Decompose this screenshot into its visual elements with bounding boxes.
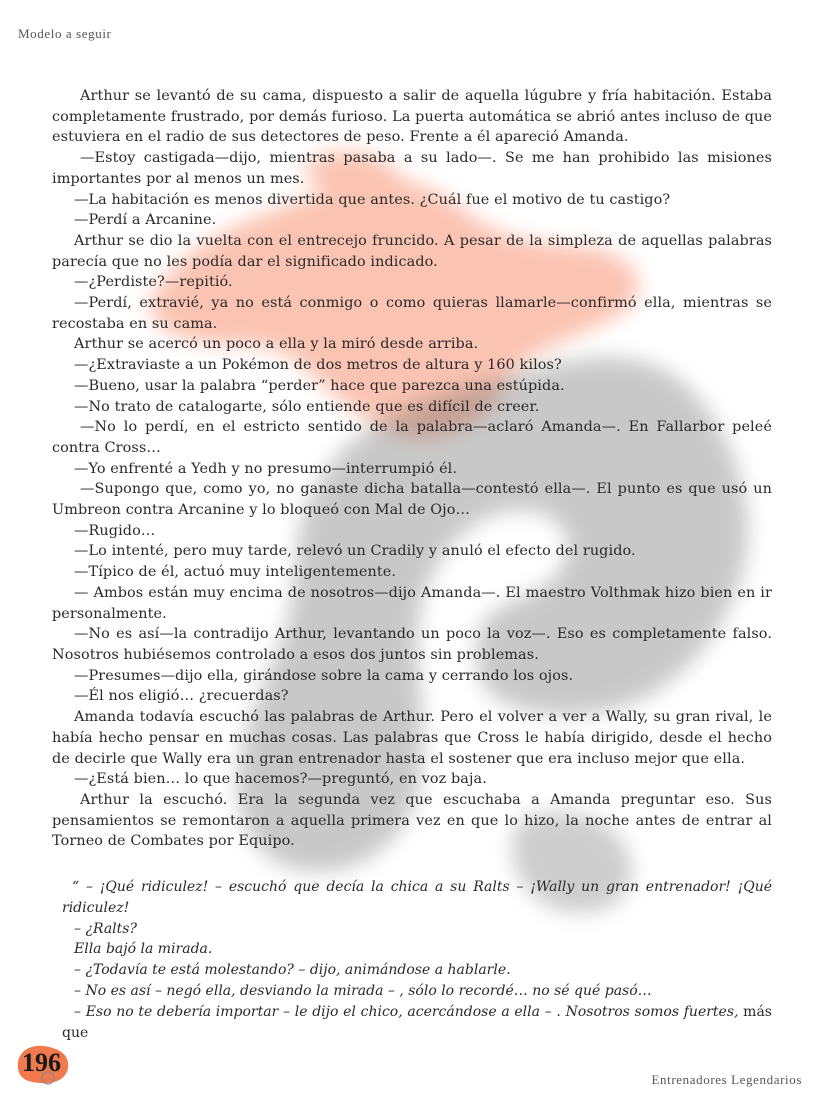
paragraph: —Presumes—dijo ella, girándose sobre la cama y cerrando los ojos. — [74, 667, 574, 684]
paragraph: —Lo intenté, pero muy tarde, relevó un Cradily y anuló el efecto del rugido. — [74, 543, 636, 560]
flashback-line: “ – ¡Qué ridiculez! – escuchó que decía la chica a su Ralts – ¡Wally un gran entrenador! ¡Qué ridiculez! — [62, 879, 772, 916]
flashback-line-last — [62, 1002, 772, 1044]
paragraph: —Rugido… — [74, 522, 156, 539]
flashback-line: – No es así – negó ella, desviando la mirada – , sólo lo recordé… no sé qué pasó… — [74, 982, 652, 999]
paragraph: Arthur la escuchó. Era la segunda vez que escuchaba a Amanda preguntar eso. Sus pensamientos se remontaron a aquella primera vez en que lo hizo, la noche antes de entrar al Torneo de Combates por Equipo. — [52, 791, 772, 850]
paragraph: —No es así—la contradijo Arthur, levantando un poco la voz—. Eso es completamente falso. Nosotros hubiésemos controlado a esos dos juntos sin problemas. — [52, 626, 772, 663]
paragraph: —Perdí a Arcanine. — [74, 212, 217, 229]
paragraph: —Yo enfrenté a Yedh y no presumo—interrumpió él. — [74, 460, 458, 477]
chapter-body — [52, 86, 772, 852]
paragraph: —La habitación es menos divertida que antes. ¿Cuál fue el motivo de tu castigo? — [74, 191, 671, 208]
paragraph: —No trato de catalogarte, sólo entiende que es difícil de creer. — [74, 398, 540, 415]
page-number: 196 — [22, 1048, 61, 1077]
paragraph: —No lo perdí, en el estricto sentido de la palabra—aclaró Amanda—. En Fallarbor peleé contra Cross… — [52, 419, 772, 456]
paragraph: —Supongo que, como yo, no ganaste dicha batalla—contestó ella—. El punto es que usó un Umbreon contra Arcanine y lo bloqueó con Mal de Ojo… — [52, 481, 772, 519]
paragraph: Arthur se levantó de su cama, dispuesto a salir de aquella lúgubre y fría habitación. Estaba completamente frustrado, por demás furioso. La puerta automática se abrió antes incluso de que estuviera en el radio de sus detectores de peso. Frente a él apareció Amanda. — [52, 88, 772, 146]
flashback-line: – Eso no te debería importar – le dijo el chico, acercándose a ella – . Nosotros somos fuertes, — [74, 1003, 739, 1020]
running-header: Modelo a seguir — [18, 26, 112, 41]
running-footer: Entrenadores Legendarios — [651, 1072, 802, 1087]
paragraph: Arthur se acercó un poco a ella y la miró desde arriba. — [74, 336, 479, 353]
paragraph: —Él nos eligió… ¿recuerdas? — [74, 688, 289, 705]
paragraph: —Estoy castigada—dijo, mientras pasaba a su lado—. Se me han prohibido las misiones importantes por al menos un mes. — [52, 150, 772, 187]
paragraph: Amanda todavía escuchó las palabras de Arthur. Pero el volver a ver a Wally, su gran rival, le había hecho pensar en muchas cosas. Las palabras que Cross le había dirigido, desde el hecho de decirle que Wally era un gran entrenador hasta el sostener que era incluso mejor que ella. — [52, 709, 772, 767]
paragraph: —¿Está bien… lo que hacemos?—preguntó, en voz baja. — [74, 771, 487, 788]
page-number-badge — [14, 1038, 74, 1088]
flashback-section — [62, 877, 772, 1043]
flashback-line: – ¿Todavía te está molestando? – dijo, animándose a hablarle. — [74, 962, 511, 979]
flashback-line: – ¿Ralts? — [74, 920, 137, 937]
paragraph: Arthur se dio la vuelta con el entrecejo fruncido. A pesar de la simpleza de aquellas palabras parecía que no les podía dar el significado indicado. — [52, 232, 772, 270]
paragraph: —Perdí, extravié, ya no está conmigo o como quieras llamarle—confirmó ella, mientras se recostaba en su cama. — [52, 295, 772, 332]
flashback-line: Ella bajó la mirada. — [74, 941, 213, 958]
paragraph: — Ambos están muy encima de nosotros—dijo Amanda—. El maestro Volthmak hizo bien en ir personalmente. — [52, 584, 772, 622]
paragraph: —Bueno, usar la palabra “perder” hace que parezca una estúpida. — [74, 377, 565, 394]
paragraph: —¿Extraviaste a un Pokémon de dos metros de altura y 160 kilos? — [74, 357, 562, 374]
paragraph: —Típico de él, actuó muy inteligentemente. — [74, 564, 396, 581]
paragraph: —¿Perdiste?—repitió. — [74, 274, 233, 291]
flashback-line-tail: más que — [62, 1003, 772, 1041]
